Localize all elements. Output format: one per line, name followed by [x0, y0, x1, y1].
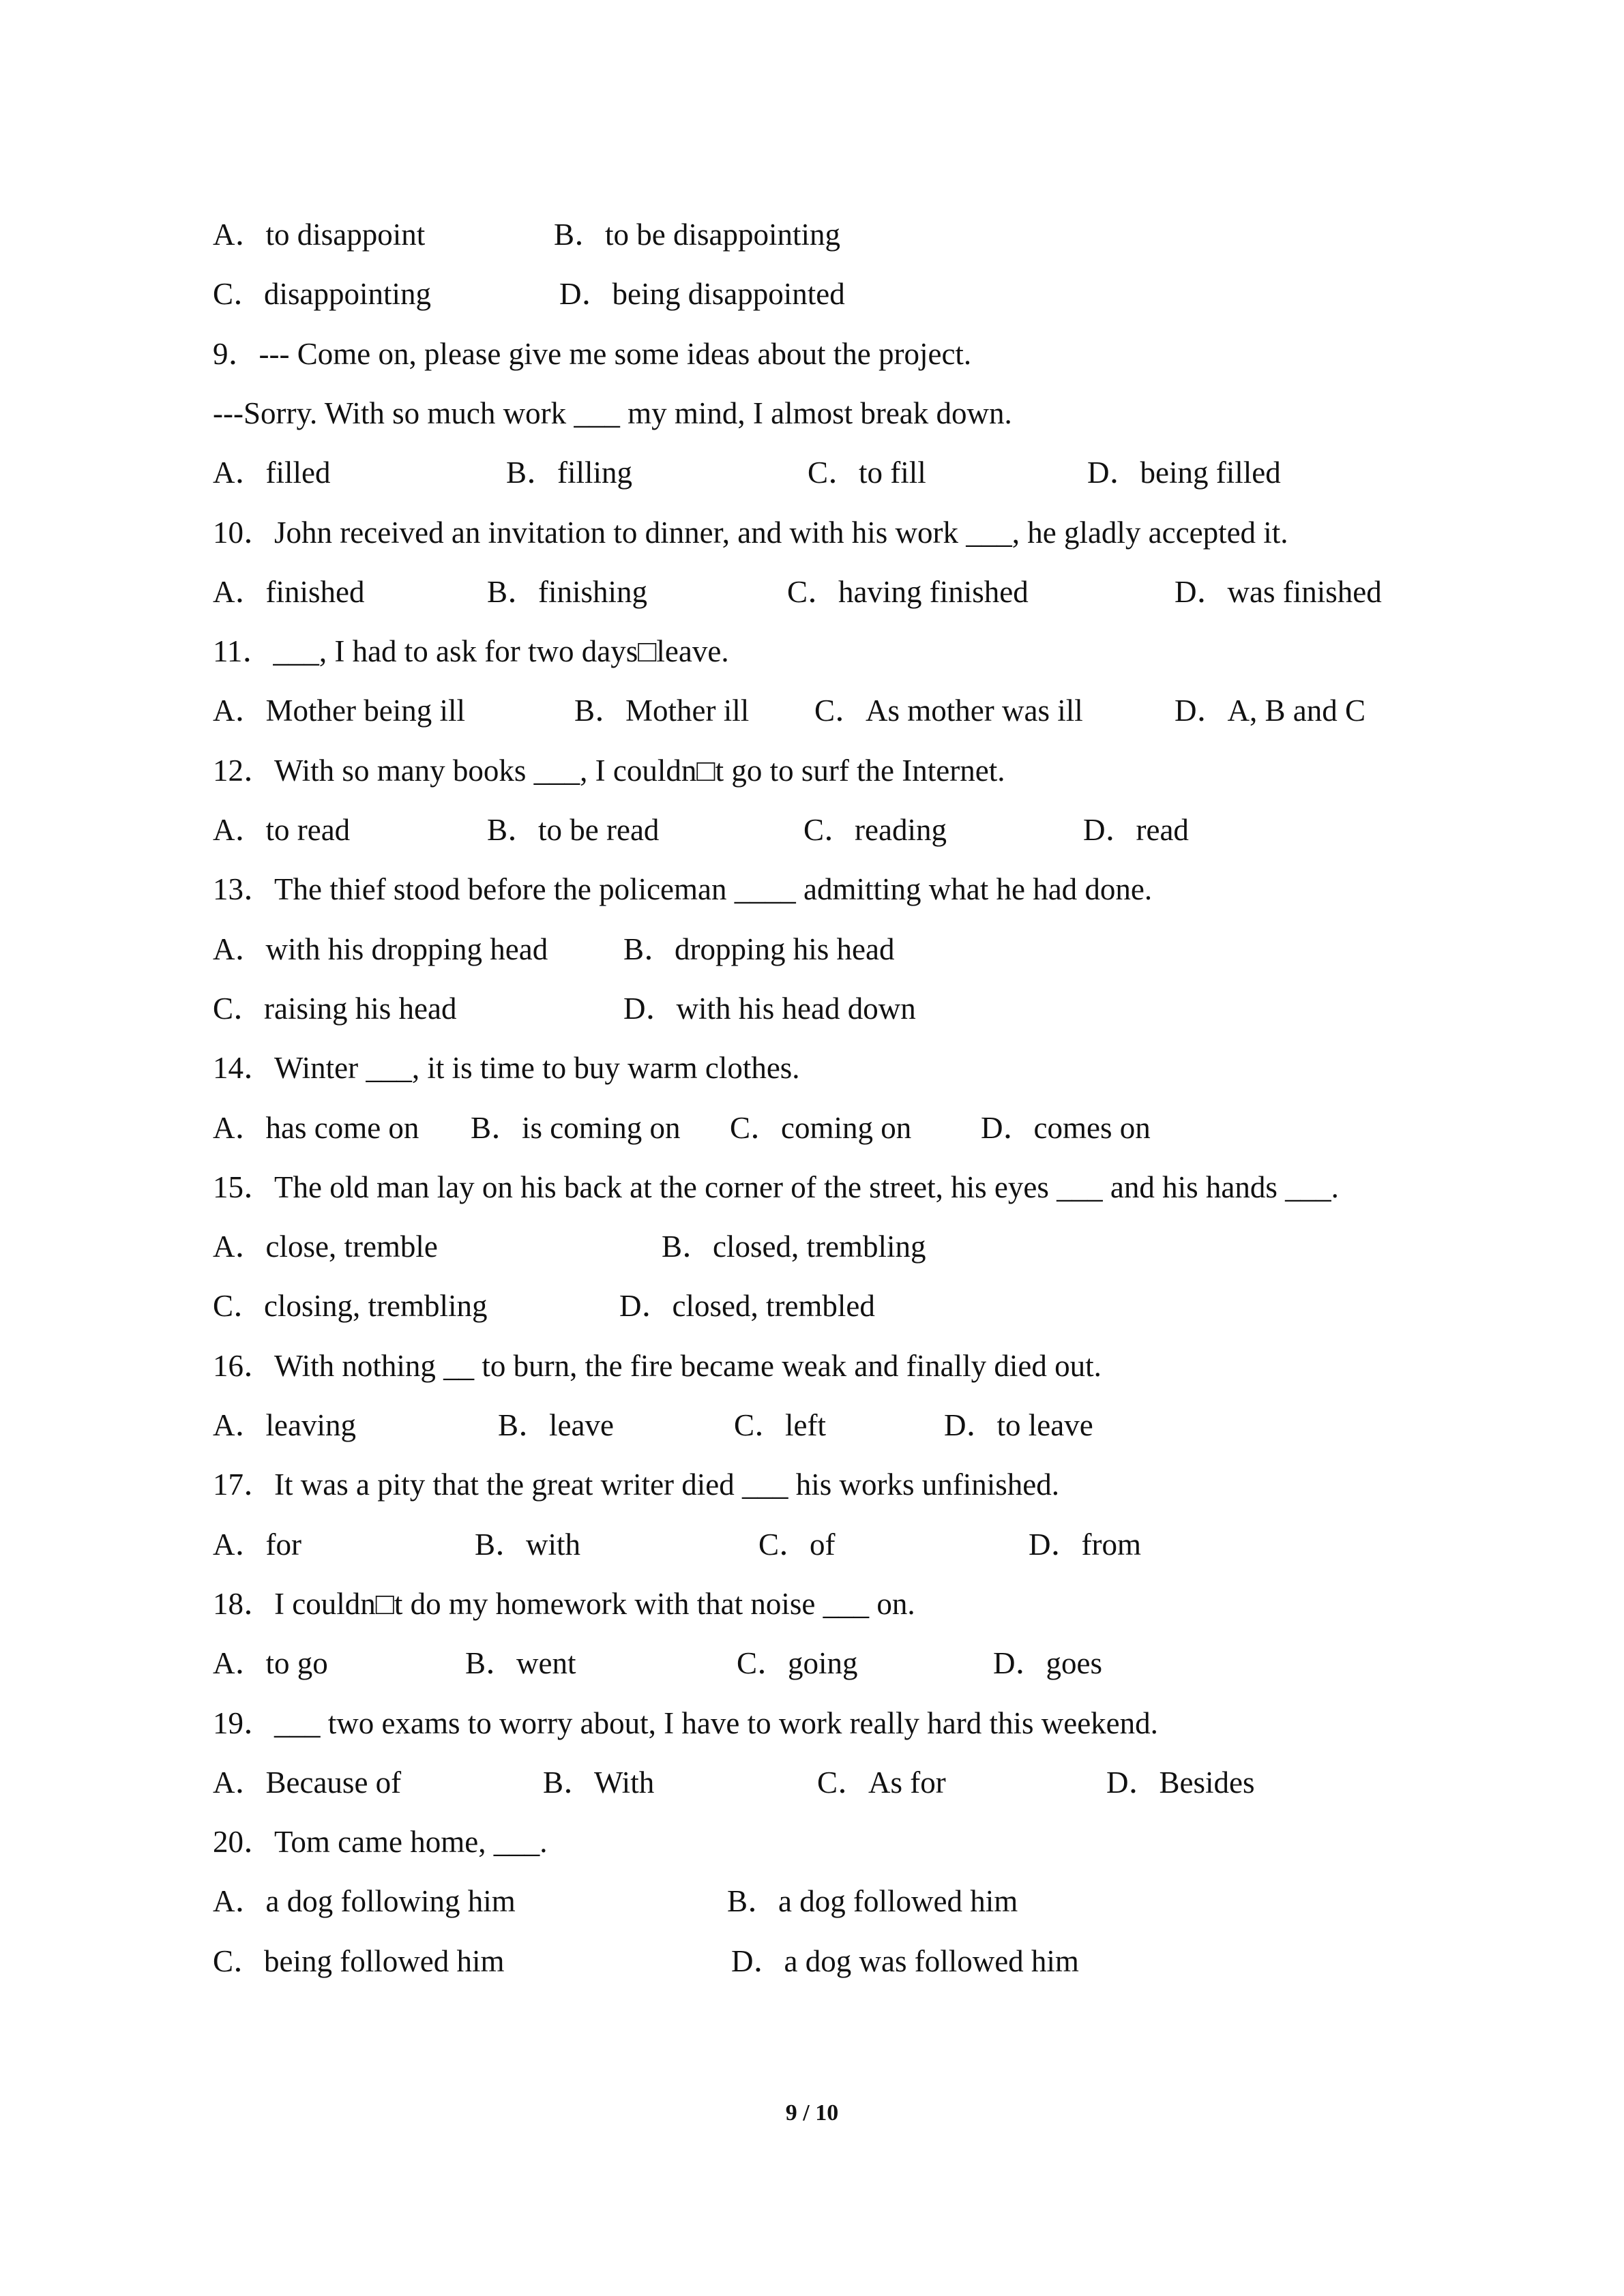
answer-option: C．left [734, 1408, 826, 1442]
answer-option: D．goes [993, 1646, 1102, 1681]
answer-option: D．closed, trembled [619, 1289, 875, 1324]
question-stem: 15．The old man lay on his back at the corner of the street, his eyes ___ and his hands ___. [213, 1169, 1339, 1204]
question-stem: 18．I couldn□t do my homework with that noise ___ on. [213, 1586, 915, 1621]
question-stem: 10．John received an invitation to dinner, and with his work ___, he gladly accepted it. [213, 515, 1288, 550]
question-stem: 20．Tom came home, ___. [213, 1825, 548, 1860]
answer-option: C．raising his head [213, 991, 457, 1026]
answer-option: D．from [1029, 1527, 1141, 1562]
answer-option: D．being filled [1087, 456, 1281, 490]
answer-option: B．leave [498, 1408, 614, 1442]
answer-option: B．dropping his head [623, 931, 895, 966]
question-stem: 19．___ two exams to worry about, I have to work really hard this weekend. [213, 1705, 1158, 1740]
answer-option: A．Because of [213, 1765, 402, 1800]
answer-option: B．With [543, 1765, 655, 1800]
answer-option: A．Mother being ill [213, 694, 465, 728]
answer-option: A．finished [213, 574, 365, 609]
answer-option: A．to read [213, 813, 351, 847]
question-stem: ---Sorry. With so much work ___ my mind, I almost break down. [213, 396, 1012, 430]
answer-option: C．As mother was ill [814, 694, 1083, 728]
answer-option: C．closing, trembling [213, 1289, 488, 1324]
answer-option: A．leaving [213, 1408, 356, 1442]
answer-option: B．to be read [487, 813, 660, 847]
answer-option: A．a dog following him [213, 1884, 516, 1919]
answer-option: D．with his head down [623, 991, 916, 1026]
answer-option: A．for [213, 1527, 301, 1562]
answer-option: D．was finished [1175, 574, 1382, 609]
answer-option: B．a dog followed him [727, 1884, 1018, 1919]
answer-option: D．A, B and C [1175, 694, 1365, 728]
answer-option: B．closed, trembling [662, 1229, 926, 1264]
question-stem: 17．It was a pity that the great writer died ___ his works unfinished. [213, 1467, 1059, 1502]
answer-option: A．to go [213, 1646, 328, 1681]
page-number: 9 / 10 [785, 2100, 839, 2126]
answer-option: D．comes on [981, 1110, 1151, 1145]
question-stem: 13．The thief stood before the policeman ____ admitting what he had done. [213, 872, 1153, 907]
question-stem: 16．With nothing __ to burn, the fire became weak and finally died out. [213, 1348, 1102, 1383]
answer-option: D．read [1083, 813, 1189, 847]
question-stem: 11．___, I had to ask for two days□leave. [213, 634, 729, 669]
answer-option: C．going [737, 1646, 858, 1681]
answer-option: B．is coming on [471, 1110, 681, 1145]
answer-option: C．coming on [730, 1110, 912, 1145]
answer-option: D．a dog was followed him [731, 1943, 1079, 1978]
answer-option: B．went [465, 1646, 576, 1681]
answer-option: D．Besides [1106, 1765, 1255, 1800]
answer-option: C．having finished [787, 574, 1029, 609]
answer-option: C．to fill [808, 456, 926, 490]
answer-option: B．filling [506, 456, 633, 490]
answer-option: C．of [758, 1527, 836, 1562]
answer-option: C．disappointing [213, 277, 432, 312]
answer-option: C．reading [803, 813, 947, 847]
answer-option: A．filled [213, 456, 331, 490]
answer-option: A．has come on [213, 1110, 419, 1145]
answer-option: B．Mother ill [574, 694, 750, 728]
answer-option: C．being followed him [213, 1943, 505, 1978]
answer-option: A．with his dropping head [213, 931, 548, 966]
answer-option: B．with [475, 1527, 581, 1562]
answer-option: D．to leave [944, 1408, 1093, 1442]
question-stem: 9．--- Come on, please give me some ideas about the project. [213, 336, 972, 371]
answer-option: B．to be disappointing [554, 218, 840, 252]
answer-option: D．being disappointed [559, 277, 845, 312]
answer-option: B．finishing [487, 574, 648, 609]
question-stem: 12．With so many books ___, I couldn□t go to surf the Internet. [213, 753, 1005, 788]
answer-option: C．As for [817, 1765, 946, 1800]
answer-option: A．close, tremble [213, 1229, 438, 1264]
answer-option: A．to disappoint [213, 218, 426, 252]
question-stem: 14．Winter ___, it is time to buy warm clothes. [213, 1051, 800, 1086]
